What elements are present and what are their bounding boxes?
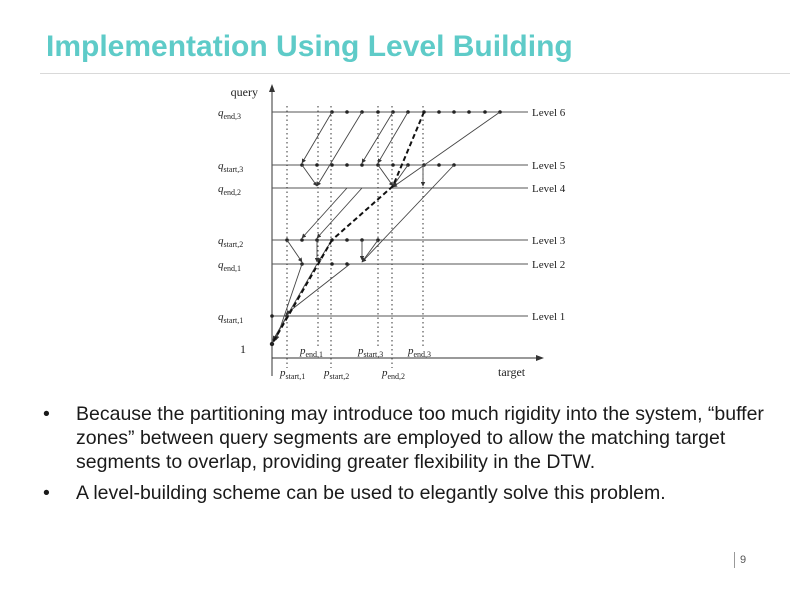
warping-paths (273, 112, 500, 342)
svg-text:qend,1 (218, 259, 241, 273)
x-label-sub: end,2 (387, 372, 406, 381)
x-label-sub: start,1 (285, 372, 306, 381)
origin-label: 1 (240, 342, 246, 356)
bullet-item (40, 481, 770, 505)
level-lines (272, 112, 528, 316)
level-labels (532, 107, 566, 323)
y-label-q: q (218, 311, 224, 323)
x-axis-labels (279, 345, 526, 381)
level-label: Level 4 (532, 183, 566, 195)
svg-text:pend,2 (381, 367, 405, 381)
svg-text:qstart,1 (218, 311, 243, 325)
x-label-p: p (358, 345, 364, 357)
x-label-p: p (280, 367, 286, 379)
bullet-dot-icon: • (43, 482, 50, 504)
svg-text:pend,1 (299, 345, 323, 359)
svg-text:pstart,3 (357, 345, 383, 359)
level-label: Level 6 (532, 107, 566, 119)
level-label: Level 2 (532, 259, 566, 271)
bullet-text: Because the partitioning may introduce too much rigidity into the system, “buffer zones” between query segments are employed to allow the matching target segments to overlap, providing greater flexibility in the DTW. (76, 403, 764, 473)
y-axis-labels (218, 85, 258, 356)
y-label-q: q (218, 183, 224, 195)
y-label-q: q (218, 107, 224, 119)
svg-text:qend,3 (218, 107, 241, 121)
svg-text:pstart,2 (323, 367, 349, 381)
page-number: 9 (734, 552, 746, 568)
svg-text:qend,2 (218, 183, 241, 197)
x-label-sub: start,2 (329, 372, 350, 381)
bullet-dot-icon: • (43, 403, 50, 425)
y-axis-arrow-icon (269, 84, 275, 92)
x-label-sub: end,3 (413, 350, 432, 359)
x-label-p: p (408, 345, 414, 357)
bullet-item (40, 402, 770, 474)
x-label-p: p (382, 367, 388, 379)
level-building-diagram (210, 78, 580, 388)
y-label-sub: start,2 (223, 240, 244, 249)
y-label-q: q (218, 259, 224, 271)
bullet-text: A level-building scheme can be used to elegantly solve this problem. (76, 482, 666, 504)
y-label-sub: end,3 (223, 112, 242, 121)
y-label-q: q (218, 160, 224, 172)
svg-text:qstart,2 (218, 235, 243, 249)
svg-text:pstart,1 (279, 367, 305, 381)
y-label-q: q (218, 235, 224, 247)
title-divider (40, 73, 790, 74)
optimal-path (272, 112, 424, 344)
grid-points (270, 110, 502, 346)
x-axis-arrow-icon (536, 355, 544, 361)
level-label: Level 3 (532, 235, 566, 247)
y-axis-title: query (230, 85, 258, 99)
level-label: Level 1 (532, 311, 566, 323)
target-boundary-lines (287, 106, 423, 368)
y-label-sub: start,3 (223, 165, 244, 174)
svg-text:pend,3 (407, 345, 431, 359)
x-label-p: p (324, 367, 330, 379)
x-label-sub: start,3 (363, 350, 384, 359)
slide-title: Implementation Using Level Building (46, 30, 573, 63)
y-label-sub: end,1 (223, 264, 242, 273)
y-label-sub: end,2 (223, 188, 242, 197)
y-label-sub: start,1 (223, 316, 244, 325)
level-label: Level 5 (532, 160, 566, 172)
x-axis-title: target (498, 365, 526, 379)
x-label-sub: end,1 (305, 350, 324, 359)
svg-text:qstart,3 (218, 160, 243, 174)
bullet-list (40, 402, 770, 512)
x-label-p: p (300, 345, 306, 357)
